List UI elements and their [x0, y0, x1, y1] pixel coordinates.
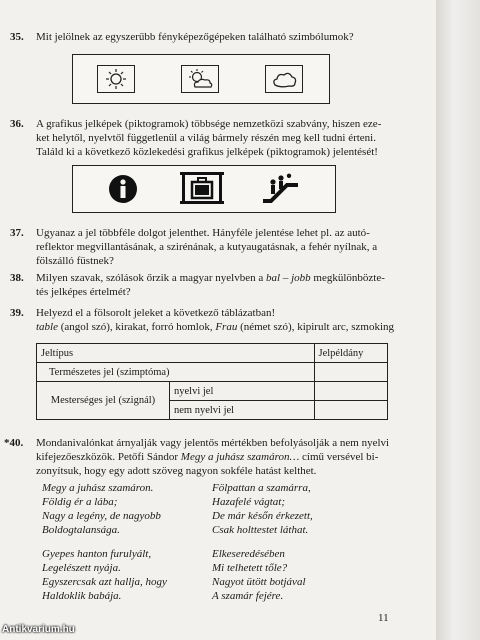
- word-list: [36, 320, 414, 334]
- question-text-line: tés jelképes értelmét?: [36, 286, 131, 298]
- question-text-line: Helyezd el a fölsorolt jeleket a következő táblázatban!: [36, 307, 276, 319]
- page-edge: [436, 0, 480, 640]
- word-item: (német szó), kipirult arc, szmoking: [237, 321, 395, 333]
- question-number: 39.: [10, 307, 24, 319]
- poem-line: Boldogtalansága.: [42, 524, 120, 536]
- camera-symbols-box: [72, 54, 330, 104]
- poem-line: Egyszercsak azt hallja, hogy: [42, 576, 167, 588]
- poem-line: Nagyot ütött botjával: [212, 576, 306, 588]
- question-text-line: zonyítsuk, hogy egy adott szöveg nagyon sokféle hatást kelthet.: [36, 465, 317, 477]
- sun-icon: [97, 65, 135, 93]
- poem-stanza-1: [42, 481, 161, 537]
- word-item: Frau: [215, 321, 238, 333]
- table-header-cell: Jeltípus: [37, 344, 315, 363]
- table-cell: Természetes jel (szimptóma): [37, 363, 315, 382]
- table-cell: nyelvi jel: [170, 382, 315, 401]
- pictogram-box: [72, 165, 336, 213]
- poem-line: Fölpattan a szamárra,: [212, 482, 311, 494]
- table-row: [37, 344, 388, 363]
- poem-line: Legelészett nyája.: [42, 562, 121, 574]
- poem-line: Mi telhetett tőle?: [212, 562, 288, 574]
- table-row: [37, 363, 388, 382]
- poem-stanza-2: [42, 547, 167, 603]
- question-text-line: Mondanivalónkat árnyalják vagy jelentős mértékben befolyásolják a nem nyelvi: [36, 437, 390, 449]
- poem-line: De már későn érkezett,: [212, 510, 313, 522]
- poem-line: Haldoklik babája.: [42, 590, 122, 602]
- poem-line: A szamár fejére.: [212, 590, 284, 602]
- question-text: Mit jelölnek az egyszerűbb fényképezőgépeken található szimbólumok?: [36, 31, 354, 43]
- poem-line: Csak holttestet láthat.: [212, 524, 309, 536]
- escalator-icon: [259, 171, 303, 207]
- poem-title: Megy a juhász szamáron…: [180, 451, 300, 463]
- question-number: 35.: [10, 31, 24, 43]
- poem-line: Nagy a legény, de nagyobb: [42, 510, 161, 522]
- sign-type-table: [36, 343, 388, 420]
- poem-stanza-4: [212, 547, 306, 603]
- text-part: Milyen szavak, szólások őrzik a magyar nyelvben a: [36, 272, 267, 284]
- question-text-line: [36, 271, 414, 285]
- watermark: Antikvarium.hu: [2, 624, 75, 635]
- poem-line: Hazafelé vágtat;: [212, 496, 286, 508]
- text-part: kifejezőeszközök. Petőfi Sándor: [36, 451, 181, 463]
- question-text-line: A grafikus jelképek (piktogramok) többsége nemzetközi szabvány, hiszen eze-: [36, 118, 382, 130]
- poem-stanza-3: [212, 481, 313, 537]
- baggage-icon: [177, 170, 227, 206]
- word-item: (angol szó), kirakat, forró homlok,: [58, 321, 216, 333]
- partly-cloudy-icon: [181, 65, 219, 93]
- question-number: 36.: [10, 118, 24, 130]
- answer-cell[interactable]: [314, 382, 388, 401]
- question-text-line: reflektor megvillantásának, a szirénának, a kutyaugatásnak, a fehér nyílnak, a: [36, 241, 378, 253]
- information-icon: [103, 171, 143, 207]
- poem-line: Gyepes hanton furulyált,: [42, 548, 152, 560]
- poem-line: Megy a juhász szamáron.: [42, 482, 154, 494]
- question-number: 37.: [10, 227, 24, 239]
- page-number: 11: [378, 612, 389, 624]
- text-part: megkülönbözte-: [310, 272, 385, 284]
- answer-cell[interactable]: [314, 363, 388, 382]
- italic-term: bal – jobb: [266, 272, 311, 284]
- question-number: *40.: [4, 437, 24, 449]
- table-header-cell: Jelpéldány: [314, 344, 388, 363]
- question-text-line: fölszálló füstnek?: [36, 255, 114, 267]
- cloud-icon: [265, 65, 303, 93]
- question-text-line: Ugyanaz a jel többféle dolgot jelenthet. Hányféle jelentése lehet pl. az autó-: [36, 227, 370, 239]
- table-cell: nem nyelvi jel: [170, 401, 315, 420]
- question-text-line: ket helytől, nyelvtől függetlenül a világ bármely részén meg kell tudni érteni.: [36, 132, 376, 144]
- text-part: című versével bi-: [299, 451, 379, 463]
- table-row: [37, 382, 388, 401]
- table-cell: Mesterséges jel (szignál): [37, 382, 170, 420]
- question-text-line: [36, 450, 414, 464]
- question-text-line: Találd ki a következő közlekedési grafikus jelképek (piktogramok) jelentését!: [36, 146, 378, 158]
- answer-cell[interactable]: [314, 401, 388, 420]
- word-item: table: [36, 321, 58, 333]
- poem-line: Földig ér a lába;: [42, 496, 118, 508]
- question-number: 38.: [10, 272, 24, 284]
- poem-line: Elkeseredésében: [212, 548, 285, 560]
